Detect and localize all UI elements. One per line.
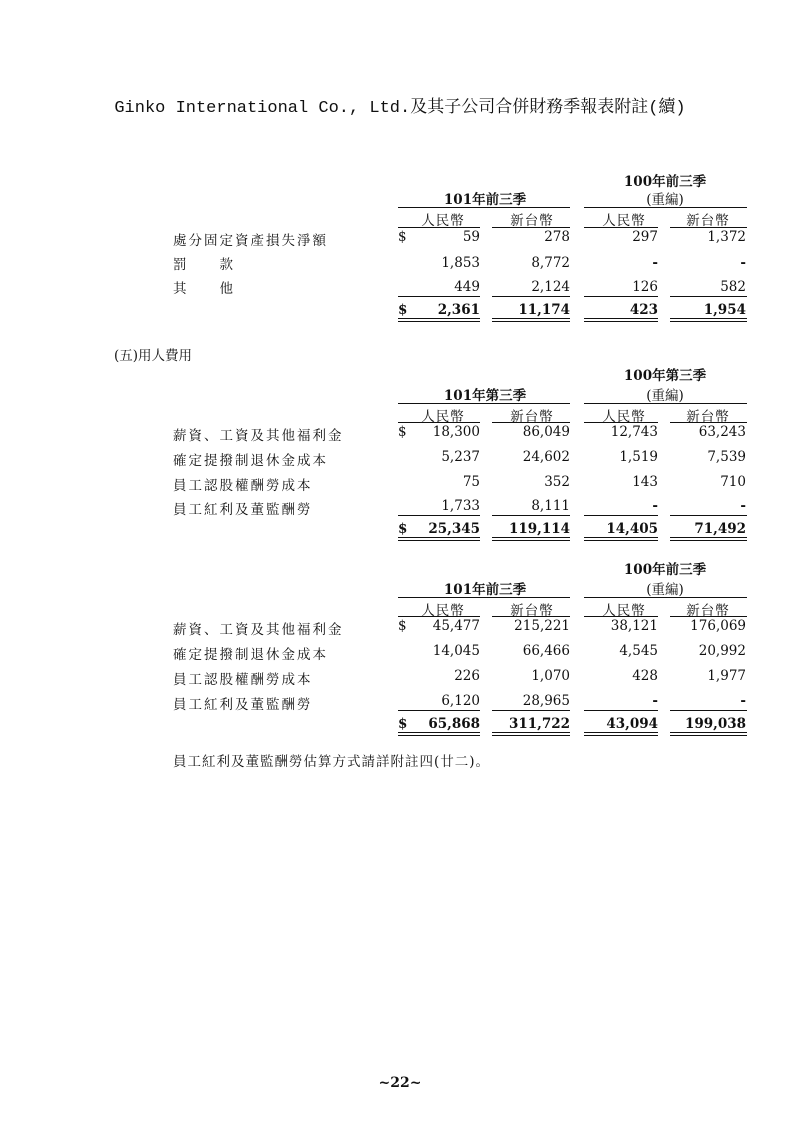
cell-b-twd: 1,372 (707, 229, 746, 245)
currency-twd: 新台幣 (686, 409, 730, 425)
cell-b-twd: 63,243 (698, 424, 746, 440)
row-label: 薪資、工資及其他福利金 (173, 622, 344, 638)
dollar-sign: $ (398, 716, 408, 732)
cell-b-twd: 1,977 (707, 668, 746, 684)
page-title: Ginko International Co., Ltd.及其子公司合併財務季報表附註(續) (114, 99, 686, 118)
row-label: 員工認股權酬勞成本 (173, 672, 313, 688)
period-b-line2: (重編) (646, 582, 684, 598)
cell-b-twd: - (740, 693, 746, 709)
currency-rule (398, 227, 480, 228)
subtotal-rule (584, 296, 658, 297)
cell-b-rmb: 1,519 (619, 449, 658, 465)
total-b-twd: 71,492 (694, 521, 746, 537)
row-label: 其 他 (173, 281, 235, 297)
currency-twd: 新台幣 (510, 603, 554, 619)
header-rule (584, 403, 747, 404)
currency-rule (492, 616, 570, 617)
section-heading: (五)用人費用 (114, 348, 193, 364)
total-double-rule (398, 318, 480, 322)
cell-a-rmb: 1,733 (441, 498, 480, 514)
total-double-rule (398, 732, 480, 736)
dollar-sign: $ (398, 229, 407, 245)
currency-twd: 新台幣 (686, 603, 730, 619)
currency-rule (584, 227, 658, 228)
cell-a-twd: 8,111 (531, 498, 570, 514)
subtotal-rule (398, 710, 480, 711)
cell-b-rmb: - (652, 498, 658, 514)
total-double-rule (584, 732, 658, 736)
subtotal-rule (584, 515, 658, 516)
period-b-line2: (重編) (646, 388, 684, 404)
cell-a-twd: 86,049 (522, 424, 570, 440)
cell-b-twd: 7,539 (707, 449, 746, 465)
currency-rmb: 人民幣 (421, 603, 465, 619)
currency-rule (670, 616, 747, 617)
cell-b-rmb: 428 (632, 668, 658, 684)
currency-twd: 新台幣 (686, 213, 730, 229)
cell-b-rmb: 143 (632, 474, 658, 490)
total-b-rmb: 423 (629, 302, 658, 318)
cell-b-rmb: 38,121 (610, 618, 658, 634)
currency-twd: 新台幣 (510, 409, 554, 425)
row-label: 罰 款 (173, 257, 235, 273)
subtotal-rule (398, 296, 480, 297)
currency-rmb: 人民幣 (421, 409, 465, 425)
cell-b-twd: - (740, 255, 746, 271)
cell-a-twd: 215,221 (514, 618, 570, 634)
cell-a-rmb: 18,300 (432, 424, 480, 440)
row-label: 員工紅利及董監酬勞 (173, 697, 313, 713)
subtotal-rule (398, 515, 480, 516)
total-double-rule (584, 537, 658, 541)
cell-a-twd: 24,602 (522, 449, 570, 465)
row-label: 確定提撥制退休金成本 (173, 453, 328, 469)
total-b-twd: 1,954 (703, 302, 746, 318)
cell-a-rmb: 1,853 (441, 255, 480, 271)
cell-a-rmb: 5,237 (441, 449, 480, 465)
cell-a-rmb: 75 (462, 474, 480, 490)
total-double-rule (584, 318, 658, 322)
total-double-rule (670, 318, 747, 322)
period-b-line2: (重編) (646, 192, 684, 208)
cell-a-rmb: 45,477 (432, 618, 480, 634)
period-b-line1: 100年第三季 (623, 368, 707, 384)
cell-b-rmb: 126 (632, 279, 658, 295)
total-a-rmb: 65,868 (428, 716, 480, 732)
total-b-rmb: 43,094 (606, 716, 658, 732)
subtotal-rule (670, 296, 747, 297)
cell-a-twd: 66,466 (522, 643, 570, 659)
cell-a-rmb: 226 (454, 668, 480, 684)
row-label: 員工認股權酬勞成本 (173, 478, 313, 494)
currency-rmb: 人民幣 (602, 213, 646, 229)
cell-a-rmb: 59 (462, 229, 480, 245)
subtotal-rule (492, 710, 570, 711)
row-label: 處分固定資產損失淨額 (173, 233, 328, 249)
footnote: 員工紅利及董監酬勞估算方式請詳附註四(廿二)。 (173, 754, 491, 770)
row-label: 薪資、工資及其他福利金 (173, 428, 344, 444)
currency-rule (584, 616, 658, 617)
currency-rule (670, 422, 747, 423)
total-double-rule (492, 732, 570, 736)
total-double-rule (670, 537, 747, 541)
period-a-header: 101年前三季 (443, 192, 527, 208)
cell-a-twd: 8,772 (531, 255, 570, 271)
currency-rule (492, 227, 570, 228)
currency-rule (492, 422, 570, 423)
period-b-line1: 100年前三季 (623, 562, 707, 578)
cell-b-rmb: 297 (632, 229, 658, 245)
currency-rule (398, 616, 480, 617)
cell-a-rmb: 6,120 (441, 693, 480, 709)
cell-b-twd: - (740, 498, 746, 514)
cell-b-rmb: 12,743 (610, 424, 658, 440)
subtotal-rule (492, 515, 570, 516)
header-rule (398, 403, 570, 404)
currency-rule (670, 227, 747, 228)
header-rule (584, 207, 747, 208)
subtotal-rule (670, 710, 747, 711)
total-double-rule (492, 537, 570, 541)
cell-a-twd: 1,070 (531, 668, 570, 684)
currency-rmb: 人民幣 (602, 409, 646, 425)
cell-b-rmb: 4,545 (619, 643, 658, 659)
header-rule (584, 597, 747, 598)
subtotal-rule (584, 710, 658, 711)
total-a-rmb: 2,361 (437, 302, 480, 318)
currency-rmb: 人民幣 (602, 603, 646, 619)
currency-twd: 新台幣 (510, 213, 554, 229)
dollar-sign: $ (398, 302, 408, 318)
cell-a-twd: 28,965 (522, 693, 570, 709)
cell-a-twd: 278 (544, 229, 570, 245)
cell-a-rmb: 449 (454, 279, 480, 295)
period-a-header: 101年前三季 (443, 582, 527, 598)
period-b-line1: 100年前三季 (623, 174, 707, 190)
dollar-sign: $ (398, 618, 407, 634)
dollar-sign: $ (398, 521, 408, 537)
total-a-twd: 119,114 (508, 521, 570, 537)
cell-b-twd: 176,069 (690, 618, 746, 634)
cell-b-rmb: - (652, 693, 658, 709)
currency-rmb: 人民幣 (421, 213, 465, 229)
subtotal-rule (670, 515, 747, 516)
header-rule (398, 207, 570, 208)
cell-b-twd: 710 (720, 474, 746, 490)
total-double-rule (670, 732, 747, 736)
dollar-sign: $ (398, 424, 407, 440)
row-label: 員工紅利及董監酬勞 (173, 502, 313, 518)
total-b-rmb: 14,405 (606, 521, 658, 537)
total-a-twd: 311,722 (508, 716, 570, 732)
currency-rule (398, 422, 480, 423)
cell-a-twd: 352 (544, 474, 570, 490)
header-rule (398, 597, 570, 598)
cell-b-twd: 20,992 (698, 643, 746, 659)
subtotal-rule (492, 296, 570, 297)
total-double-rule (398, 537, 480, 541)
currency-rule (584, 422, 658, 423)
cell-b-rmb: - (652, 255, 658, 271)
cell-a-rmb: 14,045 (432, 643, 480, 659)
total-double-rule (492, 318, 570, 322)
cell-a-twd: 2,124 (531, 279, 570, 295)
total-a-rmb: 25,345 (428, 521, 480, 537)
page-number: ~22~ (378, 1075, 422, 1091)
total-b-twd: 199,038 (684, 716, 746, 732)
period-a-header: 101年第三季 (443, 388, 527, 404)
row-label: 確定提撥制退休金成本 (173, 647, 328, 663)
cell-b-twd: 582 (720, 279, 746, 295)
total-a-twd: 11,174 (518, 302, 570, 318)
